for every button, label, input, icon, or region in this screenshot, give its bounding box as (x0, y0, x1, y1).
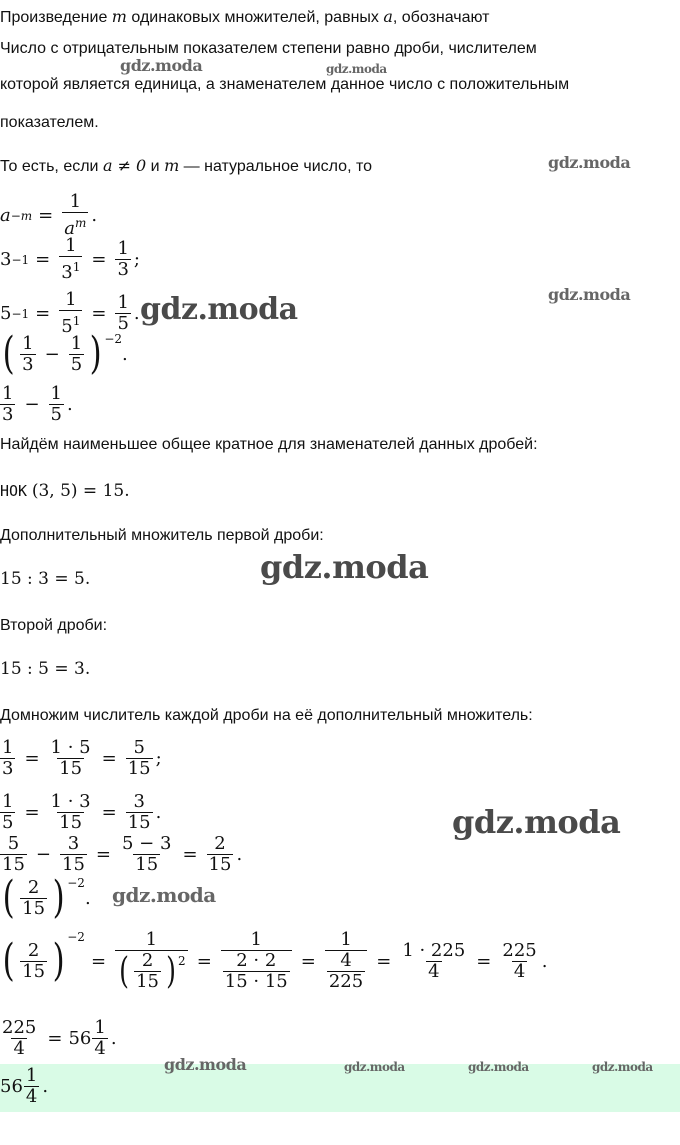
math-condition: a ≠ 0 (102, 156, 147, 175)
rule-line-1: Число с отрицательным показателем степени равно дроби, числителем (0, 40, 537, 57)
formula-negative-exponent: a −m = $\frac{1}{a^m}$ . (0, 191, 98, 239)
mixed-number-conversion: $\frac{225}{4}$ = 56 $\frac{1}{4}$ . (2, 1017, 117, 1059)
subtract-result: $\frac{5}{15}$ − $\frac{3}{15}$ = $\frac{5 - 3}{15}$ = $\frac{2}{15}$ . (2, 833, 243, 875)
text-segment: — натуральное число, то (179, 158, 373, 175)
watermark: gdz.moda (548, 285, 631, 304)
rule-line-3: показателем. (0, 114, 99, 131)
watermark: gdz.moda (344, 1060, 405, 1074)
text-segment: и (146, 158, 165, 175)
watermark: gdz.moda (326, 62, 387, 76)
power-computation: ( $\frac{2}{15}$ ) $^{-2}$ = 1 ( $\frac{2}{15}$ ) $^2$ = $\frac{1}{\frac{2 \cdot 2}{15 \cdot 15}}$ = $\frac{1}{\frac{4}{225}}$ = $\frac{1 \cdot 225}{4}$ = $\frac{225}{4}$ . (2, 929, 548, 992)
task-expression: ( $\frac{1}{3}$ − $\frac{1}{5}$ ) $^{-2}$ . (2, 328, 128, 379)
definition-line (0, 7, 490, 28)
watermark: gdz.moda (468, 1060, 529, 1074)
watermark: gdz.moda (164, 1055, 247, 1074)
text-segment: То есть, если (0, 158, 103, 175)
lcm-expression (0, 481, 130, 501)
convert-first: $\frac{1}{3}$ = $\frac{1 \cdot 5}{15}$ = $\frac{5}{15}$ ; (2, 737, 162, 779)
example-three: 3 −1 = $\frac{1}{3^1}$ = $\frac{1}{3}$ ; (0, 235, 140, 283)
lcm-value: (3, 5) = 15. (31, 481, 130, 501)
watermark: gdz.moda (140, 292, 298, 327)
lcm-label: НОК (0, 482, 28, 500)
text-segment: одинаковых множителей, равных (126, 9, 384, 26)
multiply-text: Домножим числитель каждой дроби на её дополнительный множитель: (0, 707, 533, 724)
watermark: gdz.moda (112, 883, 216, 907)
first-factor-expr: 15 : 3 = 5. (0, 569, 91, 589)
math-symbol: m (164, 156, 180, 175)
answer-highlight (0, 1064, 680, 1112)
watermark: gdz.moda (548, 153, 631, 172)
second-factor-expr: 15 : 5 = 3. (0, 659, 91, 679)
watermark: gdz.moda (592, 1060, 653, 1074)
power-expression: ( $\frac{2}{15}$ ) $^{-2}$ . (2, 872, 91, 923)
text-segment: , обозначают (392, 9, 490, 26)
watermark: gdz.moda (260, 548, 429, 586)
difference-expression: $\frac{1}{3}$ − $\frac{1}{5}$ . (2, 383, 73, 425)
lcm-text: Найдём наименьшее общее кратное для знаменателей данных дробей: (0, 436, 538, 453)
example-five: 5 −1 = $\frac{1}{5^1}$ = $\frac{1}{5}$ . (0, 289, 140, 337)
condition-line (0, 156, 372, 177)
math-symbol: a (383, 7, 393, 26)
math-symbol: m (111, 7, 127, 26)
second-factor-text: Второй дроби: (0, 617, 108, 634)
first-factor-text: Дополнительный множитель первой дроби: (0, 527, 324, 544)
convert-second: $\frac{1}{5}$ = $\frac{1 \cdot 3}{15}$ = $\frac{3}{15}$ . (2, 791, 162, 833)
watermark: gdz.moda (452, 803, 621, 841)
text-segment: Произведение (0, 9, 112, 26)
final-answer: 56 $\frac{1}{4}$ . (0, 1065, 49, 1107)
rule-line-2: которой является единица, а знаменателем данное число с положительным (0, 76, 570, 93)
watermark: gdz.moda (120, 56, 203, 75)
